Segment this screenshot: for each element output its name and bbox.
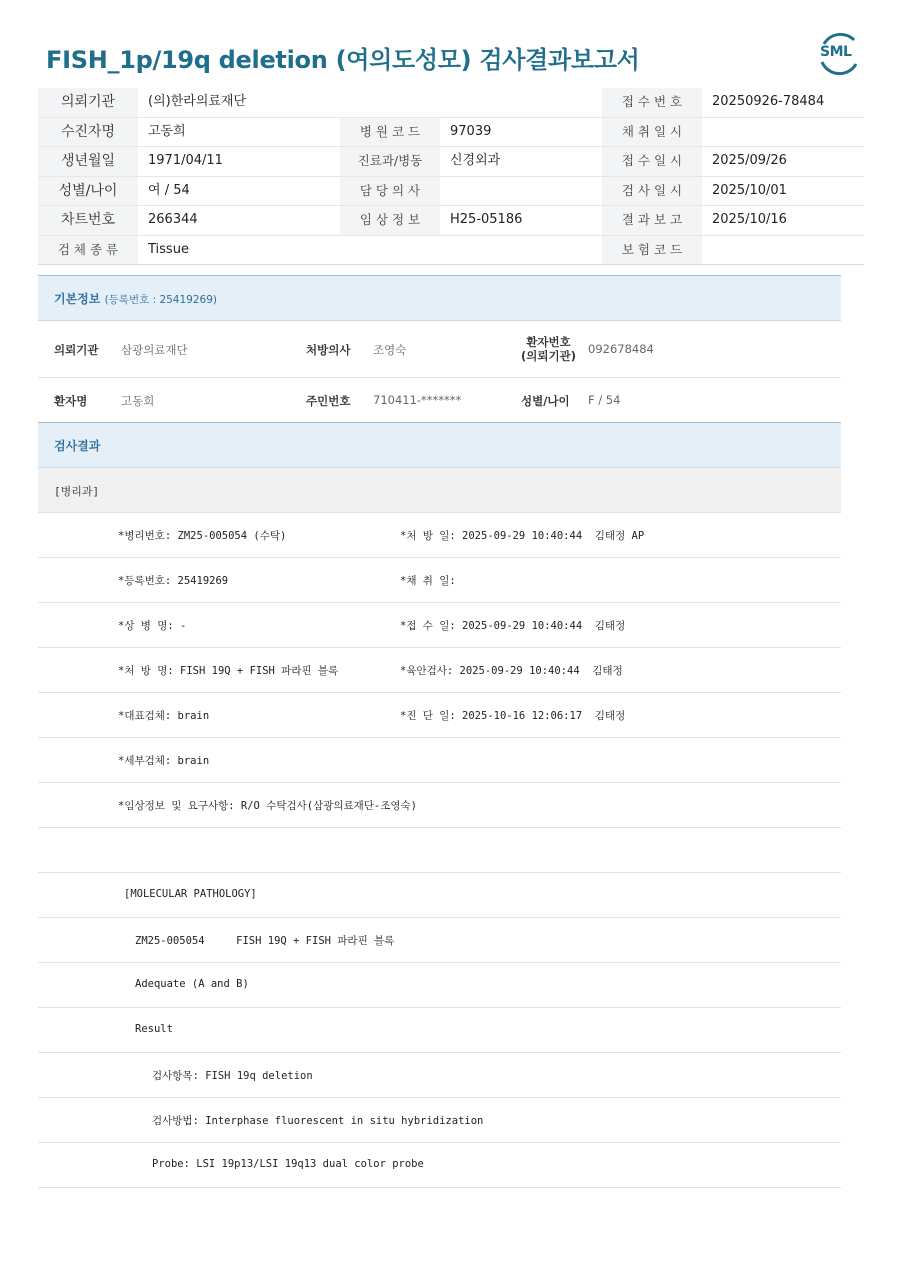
label-ssn: 주민번호	[306, 394, 351, 408]
result-line	[38, 513, 841, 558]
label-sex-age: 성별/나이	[38, 177, 138, 206]
label-hospital-code: 병 원 코 드	[340, 118, 440, 147]
label-name: 환자명	[54, 394, 88, 408]
label-patient-number-line1: 환자번호	[526, 335, 571, 349]
value-prescriber: 조영숙	[373, 343, 407, 357]
result-left: *처 방 명: FISH 19Q + FISH 파라핀 블록	[118, 665, 339, 677]
department-label: [병리과]	[54, 485, 100, 498]
molecular-line	[38, 918, 841, 963]
result-left: *등록번호: 25419269	[118, 575, 229, 587]
basic-info-bar	[38, 275, 841, 321]
department-row	[38, 468, 841, 513]
label-birth-date: 생년월일	[38, 147, 138, 176]
header-row	[38, 88, 864, 118]
value-test-date: 2025/10/01	[712, 182, 787, 198]
value-department: 신경외과	[450, 153, 501, 168]
value-receipt-no: 20250926-78484	[712, 94, 825, 109]
value-insurance-code	[702, 236, 874, 265]
value-institution: (의)한라의료재단	[148, 94, 247, 109]
results-bar	[38, 422, 841, 468]
label-clinical-info: 임 상 정 보	[340, 206, 440, 235]
molecular-line	[38, 1053, 841, 1098]
molecular-line	[38, 963, 841, 1008]
value-receipt-date: 2025/09/26	[712, 153, 787, 168]
basic-info-row	[38, 321, 841, 378]
label-patient-name: 수진자명	[38, 118, 138, 147]
header-row	[38, 236, 864, 266]
molecular-order: ZM25-005054 FISH 19Q + FISH 파라핀 블록	[135, 935, 395, 947]
label-doctor: 담 당 의 사	[340, 177, 440, 206]
report-title: FISH_1p/19q deletion (여의도성모) 검사결과보고서	[46, 46, 640, 74]
value-specimen: Tissue	[148, 241, 189, 257]
label-prescriber: 처방의사	[306, 343, 351, 357]
label-patient-number	[521, 335, 576, 363]
molecular-test-item: 검사항목: FISH 19q deletion	[152, 1070, 313, 1082]
registration-number: (등록번호 : 25419269)	[104, 294, 217, 306]
value-patient-name: 고동희	[148, 123, 186, 139]
header-info-table	[38, 88, 864, 265]
label-receipt-date: 접 수 일 시	[602, 147, 702, 176]
report-body	[38, 275, 841, 1188]
molecular-line	[38, 1098, 841, 1143]
value-name: 고동희	[121, 394, 155, 408]
value-clinical-info: H25-05186	[450, 212, 523, 227]
label-specimen: 검 체 종 류	[38, 236, 138, 265]
label-collection-date: 채 취 일 시	[602, 118, 702, 147]
value-gender-age: F / 54	[588, 393, 621, 407]
header-row	[38, 147, 864, 177]
basic-info-heading	[54, 290, 217, 307]
value-result-report: 2025/10/16	[712, 212, 787, 227]
result-line	[38, 783, 841, 828]
header-row	[38, 206, 864, 236]
result-line-empty	[38, 828, 841, 873]
header-row	[38, 177, 864, 207]
molecular-heading: [MOLECULAR PATHOLOGY]	[124, 888, 257, 900]
molecular-adequacy: Adequate (A and B)	[135, 978, 249, 990]
result-left: *상 병 명: -	[118, 620, 187, 632]
value-chart-no: 266344	[148, 212, 198, 227]
result-right: *채 취 일:	[400, 575, 456, 587]
label-receipt-no: 접 수 번 호	[602, 88, 702, 117]
result-line	[38, 738, 841, 783]
molecular-result-label: Result	[135, 1023, 173, 1035]
result-line	[38, 648, 841, 693]
result-line	[38, 693, 841, 738]
value-referral: 삼광의료재단	[121, 343, 188, 357]
label-test-date: 검 사 일 시	[602, 177, 702, 206]
label-department: 진료과/병동	[340, 147, 440, 176]
value-ssn: 710411-*******	[373, 393, 462, 407]
molecular-probe: Probe: LSI 19p13/LSI 19q13 dual color probe	[152, 1158, 424, 1170]
result-line	[38, 558, 841, 603]
basic-info-title: 기본정보	[54, 292, 101, 306]
value-hospital-code: 97039	[450, 123, 492, 139]
result-right: *육안검사: 2025-09-29 10:40:44 김태정	[400, 665, 623, 677]
label-referral: 의뢰기관	[54, 343, 99, 357]
value-birth-date: 1971/04/11	[148, 153, 223, 168]
value-patient-number: 092678484	[588, 342, 654, 356]
molecular-line	[38, 873, 841, 918]
result-right: *처 방 일: 2025-09-29 10:40:44 김태정 AP	[400, 530, 645, 542]
value-sex-age: 여 / 54	[148, 182, 190, 198]
result-left: *병리번호: ZM25-005054 (수탁)	[118, 530, 287, 542]
result-left: *대표검체: brain	[118, 710, 210, 722]
molecular-line	[38, 1008, 841, 1053]
label-patient-number-line2: (의뢰기관)	[521, 349, 576, 363]
label-gender-age: 성별/나이	[521, 394, 570, 408]
molecular-line	[38, 1143, 841, 1188]
label-chart-no: 차트번호	[38, 206, 138, 235]
basic-info-row	[38, 378, 841, 422]
label-institution: 의뢰기관	[38, 88, 138, 117]
label-result-report: 결 과 보 고	[602, 206, 702, 235]
header-row	[38, 118, 864, 148]
result-right: *진 단 일: 2025-10-16 12:06:17 김태정	[400, 710, 626, 722]
value-doctor	[440, 177, 612, 206]
label-insurance-code: 보 험 코 드	[602, 236, 702, 265]
result-right: *접 수 일: 2025-09-29 10:40:44 김태정	[400, 620, 626, 632]
logo-text: SML	[820, 44, 852, 60]
result-left: *임상정보 및 요구사항: R/O 수탁검사(삼광의료재단-조영숙)	[118, 800, 418, 812]
result-left: *세부검체: brain	[118, 755, 210, 767]
molecular-test-method: 검사방법: Interphase fluorescent in situ hybridization	[152, 1115, 484, 1127]
value-collection-date	[702, 118, 874, 147]
results-heading: 검사결과	[54, 439, 101, 453]
result-line	[38, 603, 841, 648]
